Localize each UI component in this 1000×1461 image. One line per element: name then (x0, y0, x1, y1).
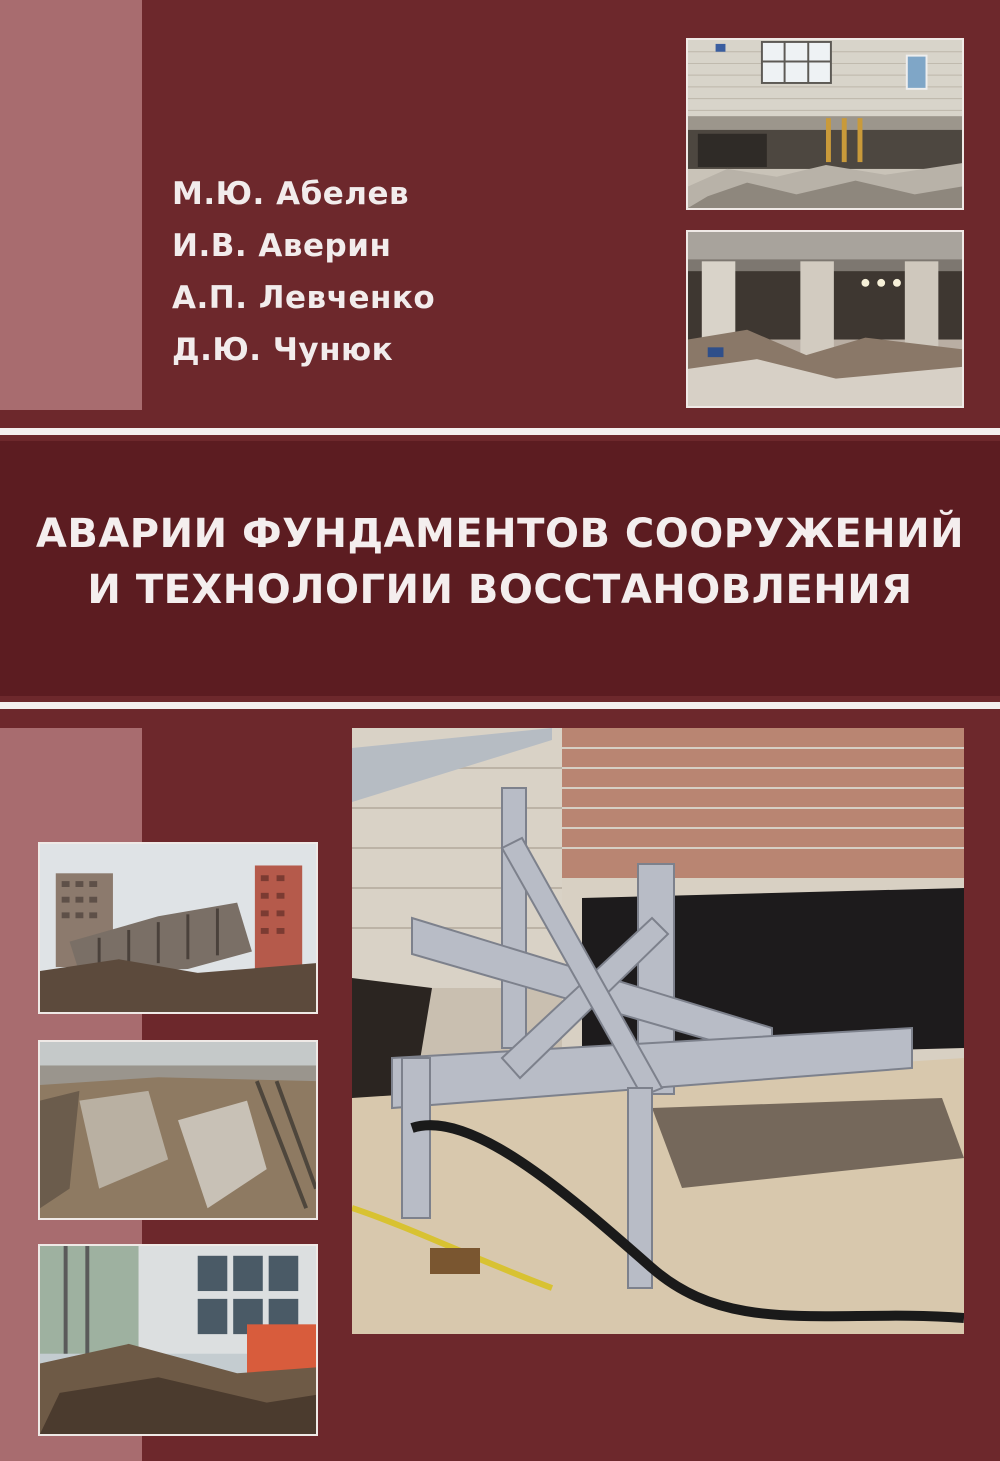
photo-building-foundation (686, 38, 964, 210)
side-stripe-top (0, 0, 142, 410)
author-name: И.В. Аверин (172, 228, 392, 264)
title-line-2: И ТЕХНОЛОГИИ ВОССТАНОВЛЕНИЯ (87, 567, 913, 613)
author-name: М.Ю. Абелев (172, 176, 410, 212)
author-name: А.П. Левченко (172, 280, 436, 316)
authors-list (172, 168, 435, 376)
photo-street-excavation (38, 1244, 318, 1436)
author-name: Д.Ю. Чунюк (172, 332, 394, 368)
title-line-1: АВАРИИ ФУНДАМЕНТОВ СООРУЖЕНИЙ (35, 511, 965, 557)
book-title (0, 506, 1000, 618)
photo-excavation-collapse (38, 1040, 318, 1220)
photo-steel-underpinning (352, 728, 964, 1334)
photo-collapsed-building (38, 842, 318, 1014)
divider-line-top (0, 428, 1000, 435)
divider-line-bottom (0, 702, 1000, 709)
photo-concrete-pillars (686, 230, 964, 408)
